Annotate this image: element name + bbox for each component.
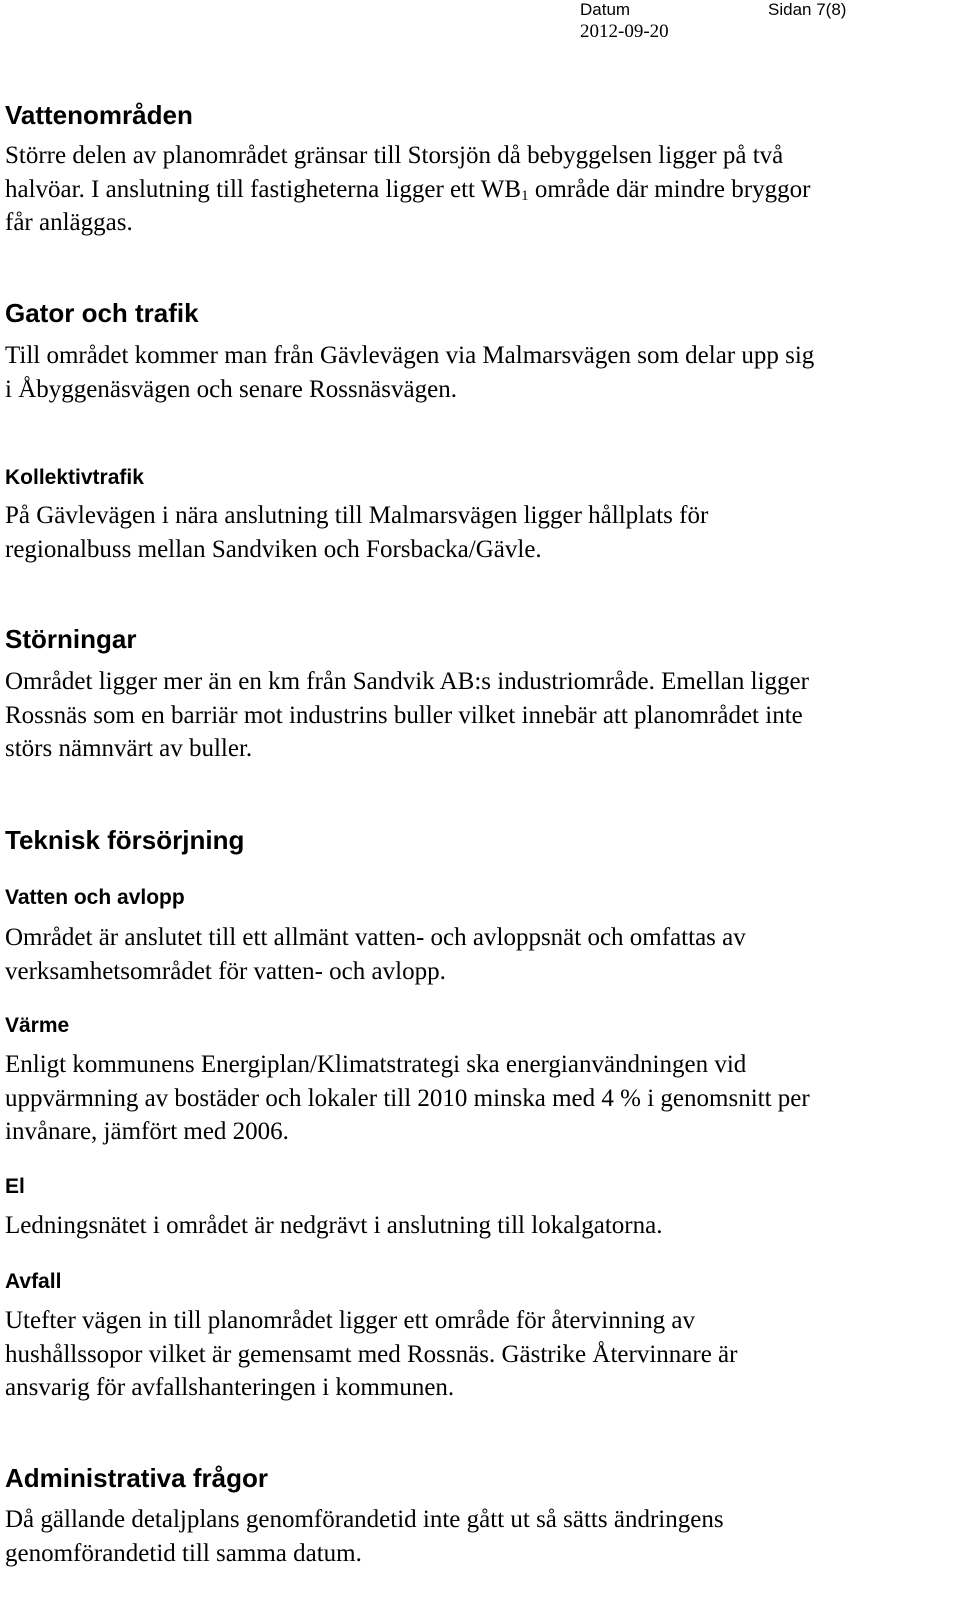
text-line: Enligt kommunens Energiplan/Klimatstrategi ska energianvändningen vid [5,1051,747,1078]
paragraph-vatten-och-avlopp [5,921,955,988]
text-line: ansvarig för avfallshanteringen i kommunen. [5,1374,455,1401]
text-line: Till området kommer man från Gävlevägen via Malmarsvägen som delar upp sig [5,342,815,369]
heading-vatten-och-avlopp: Vatten och avlopp [5,886,185,909]
text-line: i Åbyggenäsvägen och senare Rossnäsvägen. [5,375,457,403]
heading-avfall: Avfall [5,1270,62,1293]
paragraph-avfall [5,1304,955,1405]
text-line: Utefter vägen in till planområdet ligger ett område för återvinning av [5,1307,696,1334]
text-line: störs nämnvärt av buller. [5,735,253,762]
subscript: 1 [521,187,529,204]
text-line: Rossnäs som en barriär mot industrins buller vilket innebär att planområdet inte [5,701,803,729]
heading-administrativa-fragor: Administrativa frågor [5,1463,268,1493]
page-number: Sidan 7(8) [768,0,847,19]
paragraph-kollektivtrafik [5,499,955,566]
text-fragment: halvöar. I anslutning till fastigheterna ligger ett WB [5,175,522,203]
text-fragment: område där mindre bryggor [528,175,811,203]
text-line: Området är anslutet till ett allmänt vatten- och avloppsnät och omfattas av [5,924,746,951]
text-line: verksamhetsområdet för vatten- och avlopp. [5,957,446,985]
heading-vattenomraden: Vattenområden [5,100,193,130]
text-line [5,173,955,207]
text-line: Ledningsnätet i området är nedgrävt i anslutning till lokalgatorna. [5,1212,663,1239]
text-line: får anläggas. [5,209,133,236]
heading-teknisk-forsorjning: Teknisk försörjning [5,825,245,855]
text-line: uppvärmning av bostäder och lokaler till 2010 minska med 4 % i genomsnitt per [5,1084,810,1112]
heading-kollektivtrafik: Kollektivtrafik [5,466,144,489]
heading-el: El [5,1175,25,1198]
text-line: hushållssopor vilket är gemensamt med Rossnäs. Gästrike Återvinnare är [5,1340,738,1368]
date-value: 2012-09-20 [580,21,669,42]
paragraph-vattenomraden [5,139,955,240]
paragraph-administrativa-fragor [5,1503,955,1570]
heading-varme: Värme [5,1014,70,1037]
text-line: regionalbuss mellan Sandviken och Forsbacka/Gävle. [5,535,542,563]
paragraph-gator-och-trafik [5,339,955,406]
heading-storningar: Störningar [5,624,137,654]
heading-gator-och-trafik: Gator och trafik [5,298,199,328]
date-label: Datum [580,0,631,19]
paragraph-storningar [5,665,955,766]
text-line: Större delen av planområdet gränsar till Storsjön då bebyggelsen ligger på två [5,142,784,169]
text-line: Då gällande detaljplans genomförandetid inte gått ut så sätts ändringens [5,1506,724,1533]
text-line: På Gävlevägen i nära anslutning till Malmarsvägen ligger hållplats för [5,502,709,529]
text-line: genomförandetid till samma datum. [5,1539,362,1567]
text-line: invånare, jämfört med 2006. [5,1118,289,1145]
paragraph-el [5,1209,955,1243]
paragraph-varme [5,1048,955,1149]
text-line: Området ligger mer än en km från Sandvik AB:s industriområde. Emellan ligger [5,668,809,695]
